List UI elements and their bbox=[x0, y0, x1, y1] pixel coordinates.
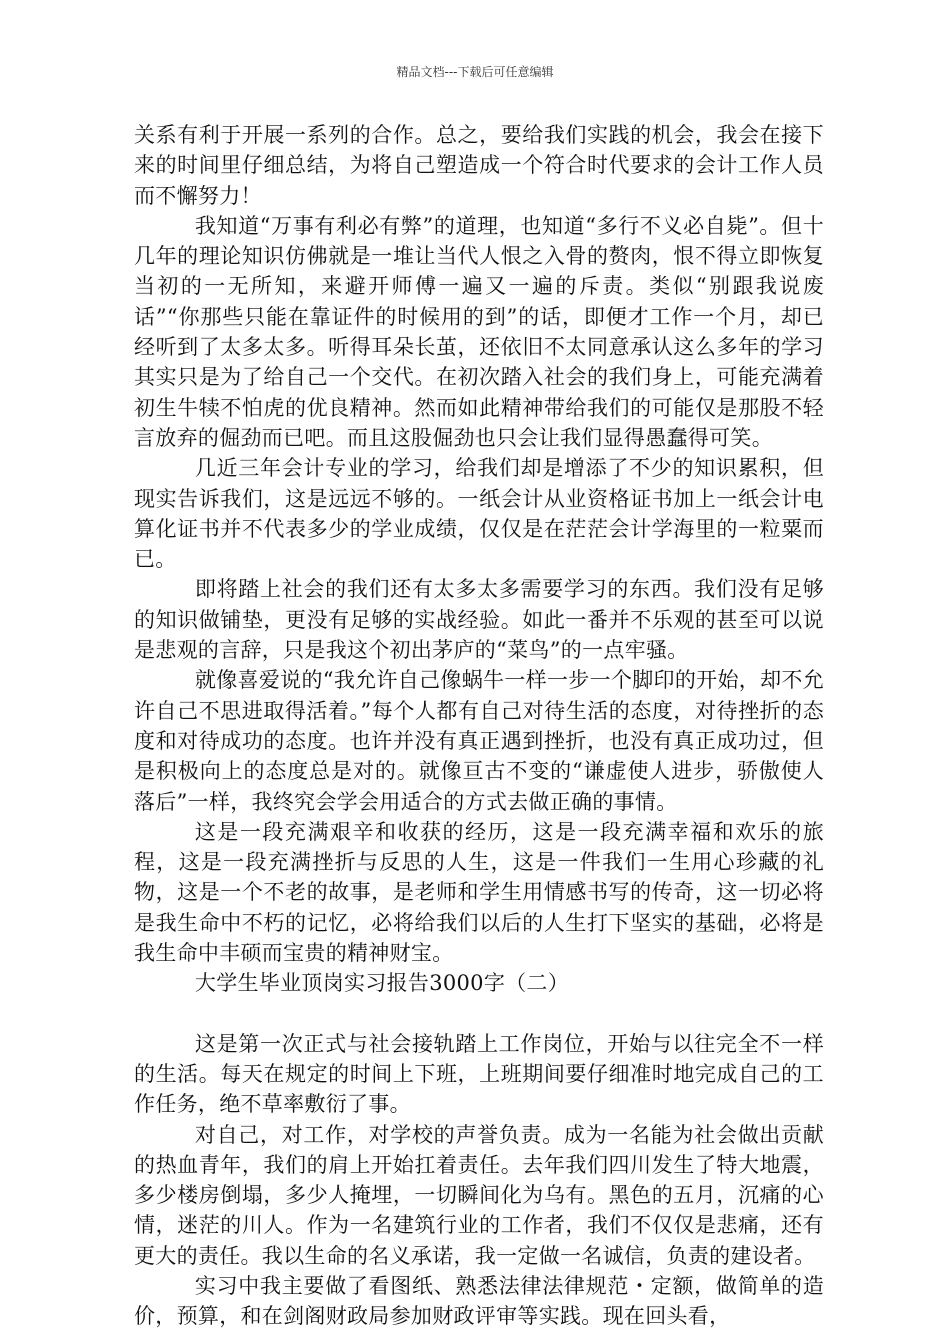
blank-line bbox=[134, 999, 824, 1029]
paragraph: 我知道“万事有利必有弊”的道理，也知道“多行不义必自毙”。但十几年的理论知识仿佛就是一堆让当代人恨之入骨的赘肉，恨不得立即恢复当初的一无所知，来避开师傅一遍又一遍的斥责。类似“别跟我说废话”“你那些只能在靠证件的时候用的到”的话，即便才工作一个月，却已经听到了太多太多。听得耳朵长茧，还依旧不太同意承认这么多年的学习其实只是为了给自己一个交代。在初次踏入社会的我们身上，可能充满着初生牛犊不怕虎的优良精神。然而如此精神带给我们的可能仅是那股不轻言放弃的倔劲而已吧。而且这股倔劲也只会让我们显得愚蠢得可笑。 bbox=[134, 213, 824, 450]
paragraph: 即将踏上社会的我们还有太多太多需要学习的东西。我们没有足够的知识做铺垫，更没有足够的实战经验。如此一番并不乐观的甚至可以说是悲观的言辞，只是我这个初出茅庐的“菜鸟”的一点牢骚。 bbox=[134, 577, 824, 663]
paragraph: 实习中我主要做了看图纸、熟悉法律法律规范・定额，做简单的造价，预算，和在剑阁财政局参加财政评审等实践。现在回头看， bbox=[134, 1273, 824, 1329]
paragraph: 对自己，对工作，对学校的声誉负责。成为一名能为社会做出贡献的热血青年，我们的肩上开始扛着责任。去年我们四川发生了特大地震，多少楼房倒塌，多少人掩埋，一切瞬间化为乌有。黑色的五月，沉痛的心情，迷茫的川人。作为一名建筑行业的工作者，我们不仅仅是悲痛，还有更大的责任。我以生命的名义承诺，我一定做一名诚信，负责的建设者。 bbox=[134, 1122, 824, 1268]
section-title: 大学生毕业顶岗实习报告3000字（二） bbox=[194, 971, 570, 996]
paragraph: 几近三年会计专业的学习，给我们却是增添了不少的知识累积，但现实告诉我们，这是远远不够的。一纸会计从业资格证书加上一纸会计电算化证书并不代表多少的学业成绩，仅仅是在茫茫会计学海里的一粒粟而已。 bbox=[134, 456, 824, 572]
paragraph: 这是一段充满艰辛和收获的经历，这是一段充满幸福和欢乐的旅程，这是一段充满挫折与反思的人生，这是一件我们一生用心珍藏的礼物，这是一个不老的故事，是老师和学生用情感书写的传奇，这一切必将是我生命中不朽的记忆，必将给我们以后的人生打下坚实的基础，必将是我生命中丰硕而宝贵的精神财宝。 bbox=[134, 819, 824, 966]
paragraph: 这是第一次正式与社会接轨踏上工作岗位，开始与以往完全不一样的生活。每天在规定的时间上下班，上班期间要仔细准时地完成自己的工作任务，绝不草率敷衍了事。 bbox=[134, 1031, 824, 1117]
paragraph: 就像喜爱说的“我允许自己像蜗牛一样一步一个脚印的开始，却不允许自己不思进取得活着。”每个人都有自己对待生活的态度，对待挫折的态度和对待成功的态度。也许并没有真正遇到挫折，也没有真正成功过，但是积极向上的态度总是对的。就像亘古不变的“谦虚使人进步，骄傲使人落后”一样，我终究会学会用适合的方式去做正确的事情。 bbox=[134, 668, 824, 814]
paragraph: 关系有利于开展一系列的合作。总之，要给我们实践的机会，我会在接下来的时间里仔细总结，为将自己塑造成一个符合时代要求的会计工作人员而不懈努力！ bbox=[134, 123, 824, 208]
document-body bbox=[134, 120, 824, 1332]
page-header: 精品文档---下载后可任意编辑 bbox=[396, 65, 554, 79]
